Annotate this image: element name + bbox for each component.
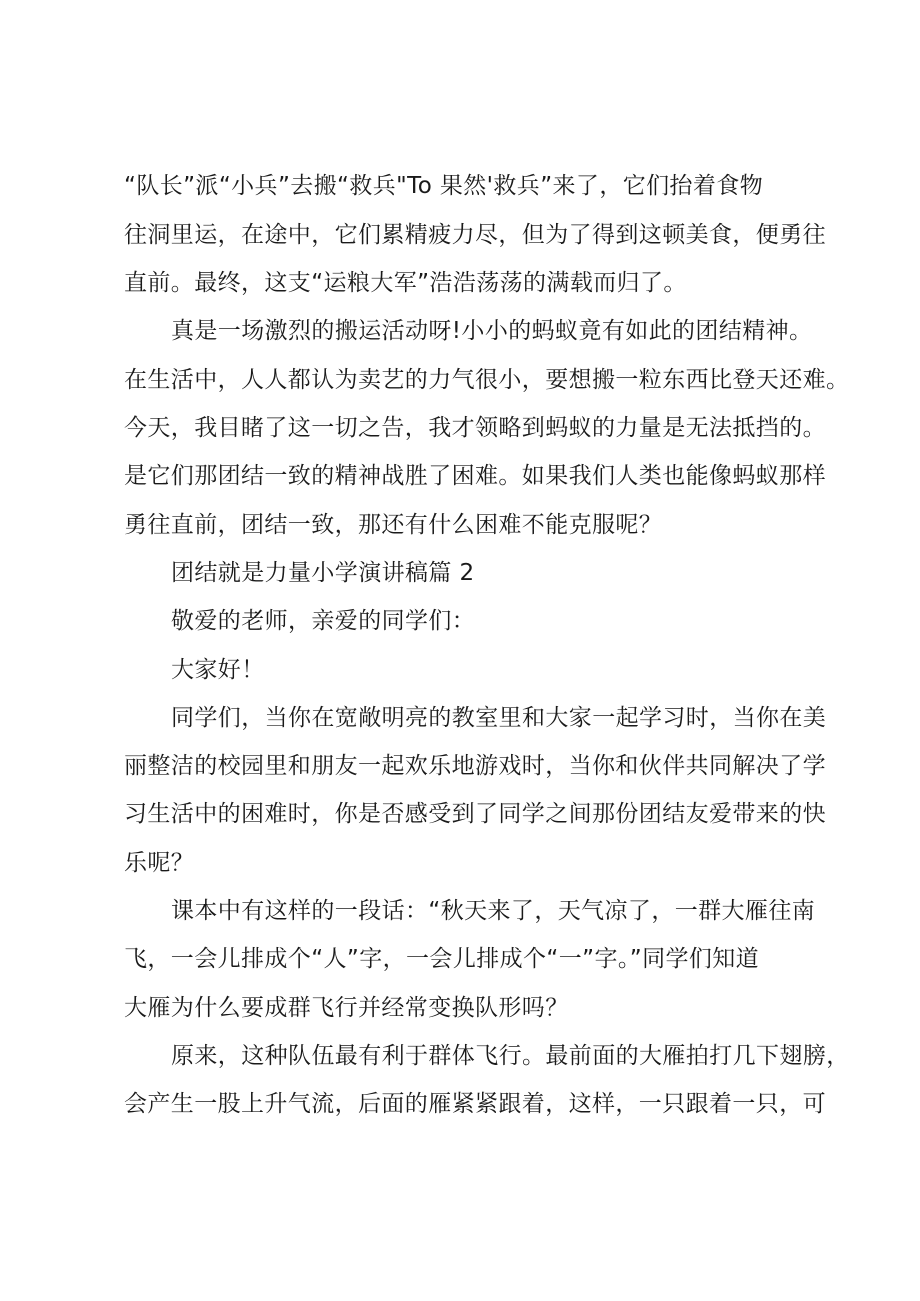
paragraph-3-line-2: 丽整洁的校园里和朋友一起欢乐地游戏时，当你和伙伴共同解决了学	[124, 753, 826, 779]
paragraph-3-line-4: 乐呢？	[124, 850, 195, 876]
section-title: 团结就是力量小学演讲稿篇 2	[171, 560, 475, 586]
paragraph-2-line-2: 在生活中，人人都认为卖艺的力气很小，要想搬一粒东西比登天还难。	[124, 367, 850, 393]
paragraph-1-line-2: 往洞里运，在途中，它们累精疲力尽，但为了得到这顿美食，便勇往	[124, 222, 826, 248]
paragraph-2-line-4: 是它们那团结一致的精神战胜了困难。如果我们人类也能像蚂蚁那样	[124, 463, 826, 489]
paragraph-5-line-1: 原来，这种队伍最有利于群体飞行。最前面的大雁拍打几下翅膀，	[171, 1043, 850, 1069]
greeting: 大家好！	[171, 657, 265, 683]
paragraph-2-line-1: 真是一场激烈的搬运活动呀!小小的蚂蚁竟有如此的团结精神。	[171, 318, 813, 344]
paragraph-2-line-3: 今天，我目睹了这一切之告，我才领略到蚂蚁的力量是无法抵挡的。	[124, 415, 826, 441]
paragraph-5-line-2: 会产生一股上升气流，后面的雁紧紧跟着，这样，一只跟着一只，可	[124, 1091, 826, 1117]
paragraph-4-line-1: 课本中有这样的一段话：“秋天来了，天气凉了，一群大雁往南	[171, 898, 816, 924]
paragraph-2-line-5: 勇往直前，团结一致，那还有什么困难不能克服呢？	[124, 512, 663, 538]
paragraph-4-line-2: 飞，一会儿排成个“人”字，一会儿排成个“一”字。”同学们知道	[124, 946, 760, 972]
paragraph-1-line-3: 直前。最终，这支“运粮大军”浩浩荡荡的满载而归了。	[124, 270, 687, 296]
paragraph-4-line-3: 大雁为什么要成群飞行并经常变换队形吗？	[124, 995, 569, 1021]
paragraph-3-line-1: 同学们，当你在宽敞明亮的教室里和大家一起学习时，当你在美	[171, 705, 827, 731]
paragraph-1-line-1: “队长”派“小兵”去搬“救兵"To 果然'救兵”来了，它们抬着食物	[124, 173, 764, 199]
salutation: 敬爱的老师，亲爱的同学们：	[171, 608, 476, 634]
paragraph-3-line-3: 习生活中的困难时，你是否感受到了同学之间那份团结友爱带来的快	[124, 801, 826, 827]
